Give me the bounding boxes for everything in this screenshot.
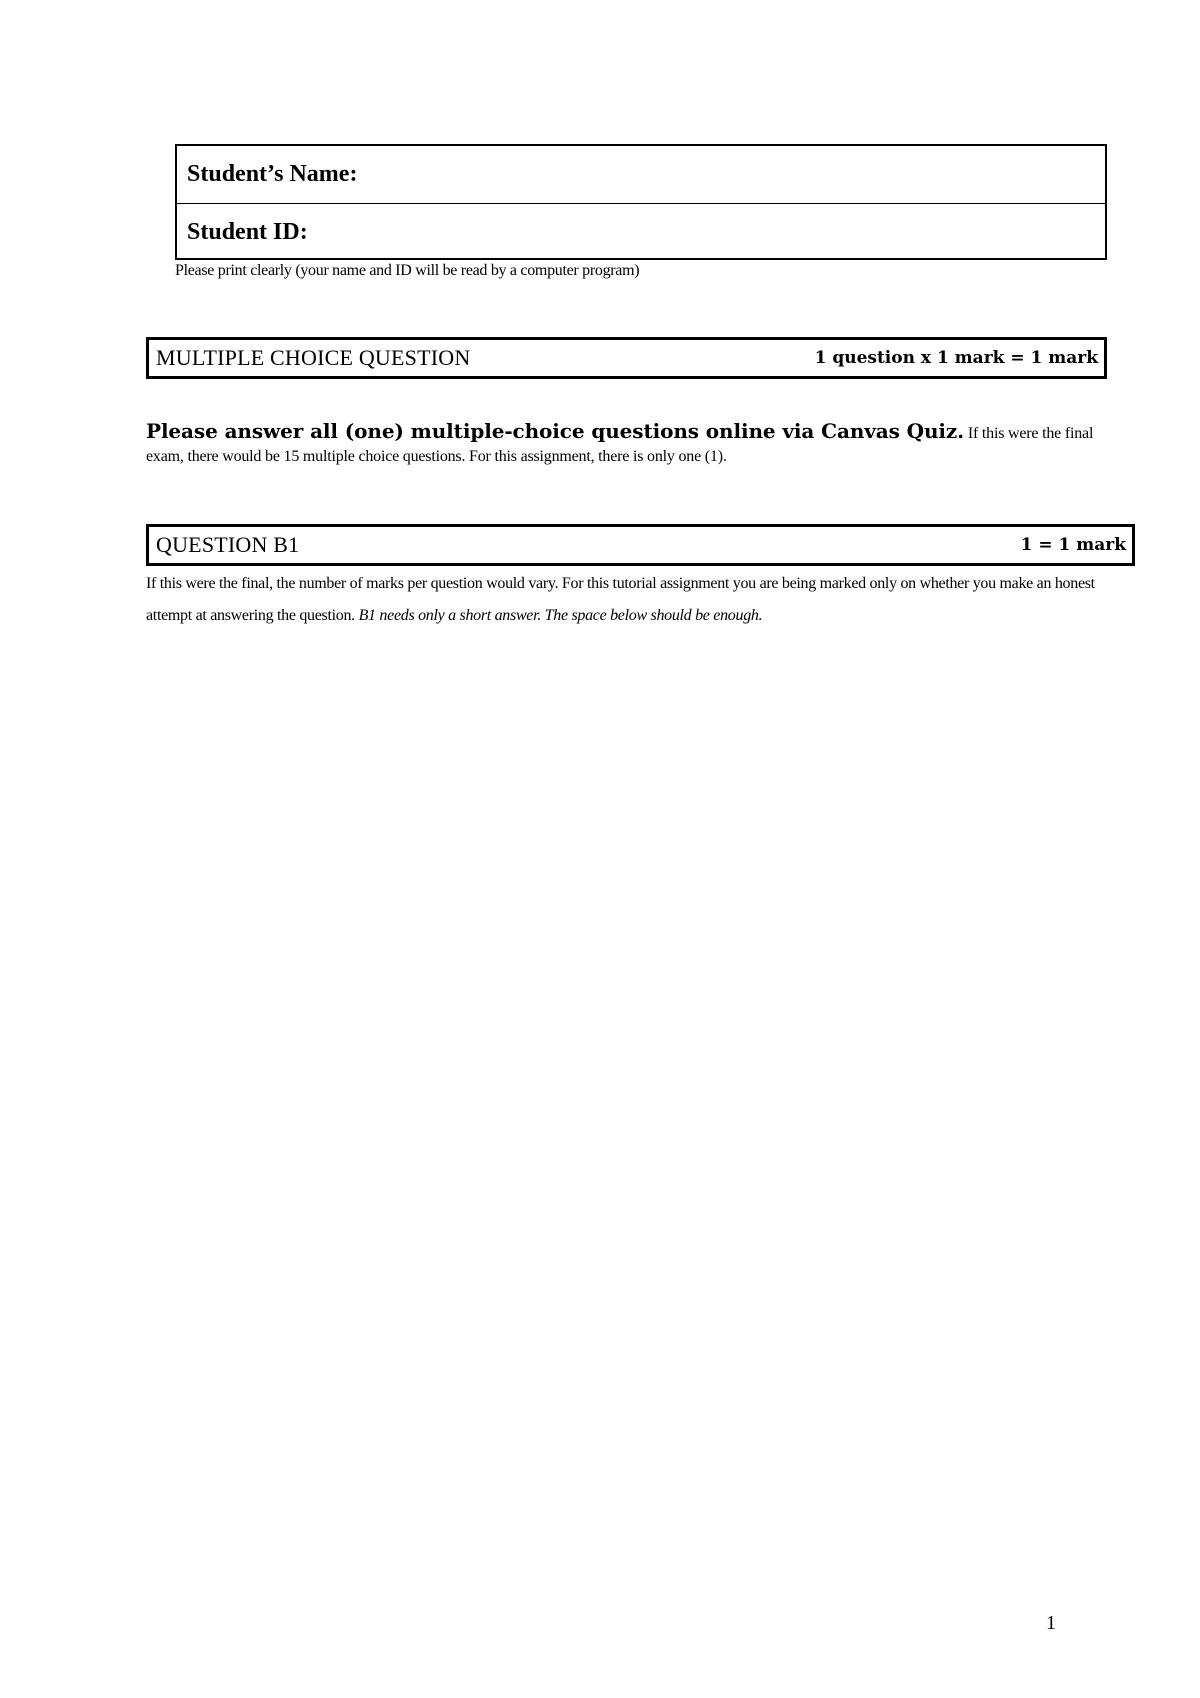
student-id-row xyxy=(177,203,1105,260)
b1-instruction-note: B1 needs only a short answer. The space below should be enough. xyxy=(358,607,763,624)
student-name-row xyxy=(177,146,1105,203)
b1-section-title: QUESTION B1 xyxy=(156,532,300,557)
page-number: 1 xyxy=(1046,1612,1056,1634)
mcq-section-title: MULTIPLE CHOICE QUESTION xyxy=(156,345,471,370)
mcq-instruction-text: If this were the final exam, there would be 15 multiple choice questions. For this assignment, there is only one (1). xyxy=(146,425,1094,465)
mcq-section-marks: 1 question x 1 mark = 1 mark xyxy=(814,348,1098,368)
b1-instruction-text: If this were the final, the number of marks per question would vary. For this tutorial assignment you are being marked only on whether you make an honest attempt at answering the question. xyxy=(146,575,1095,624)
print-clearly-note: Please print clearly (your name and ID will be read by a computer program) xyxy=(175,262,640,279)
student-id-label: Student ID: xyxy=(187,218,308,245)
mcq-section-header xyxy=(146,337,1107,379)
student-name-label: Student’s Name: xyxy=(187,161,358,187)
b1-instructions xyxy=(146,568,1136,632)
b1-section-marks: 1 = 1 mark xyxy=(1020,535,1126,555)
mcq-instructions xyxy=(146,420,1106,468)
student-info-box xyxy=(175,144,1107,260)
mcq-instruction-lead: Please answer all (one) multiple-choice questions online via Canvas Quiz. xyxy=(146,419,965,443)
b1-section-header xyxy=(146,524,1135,566)
